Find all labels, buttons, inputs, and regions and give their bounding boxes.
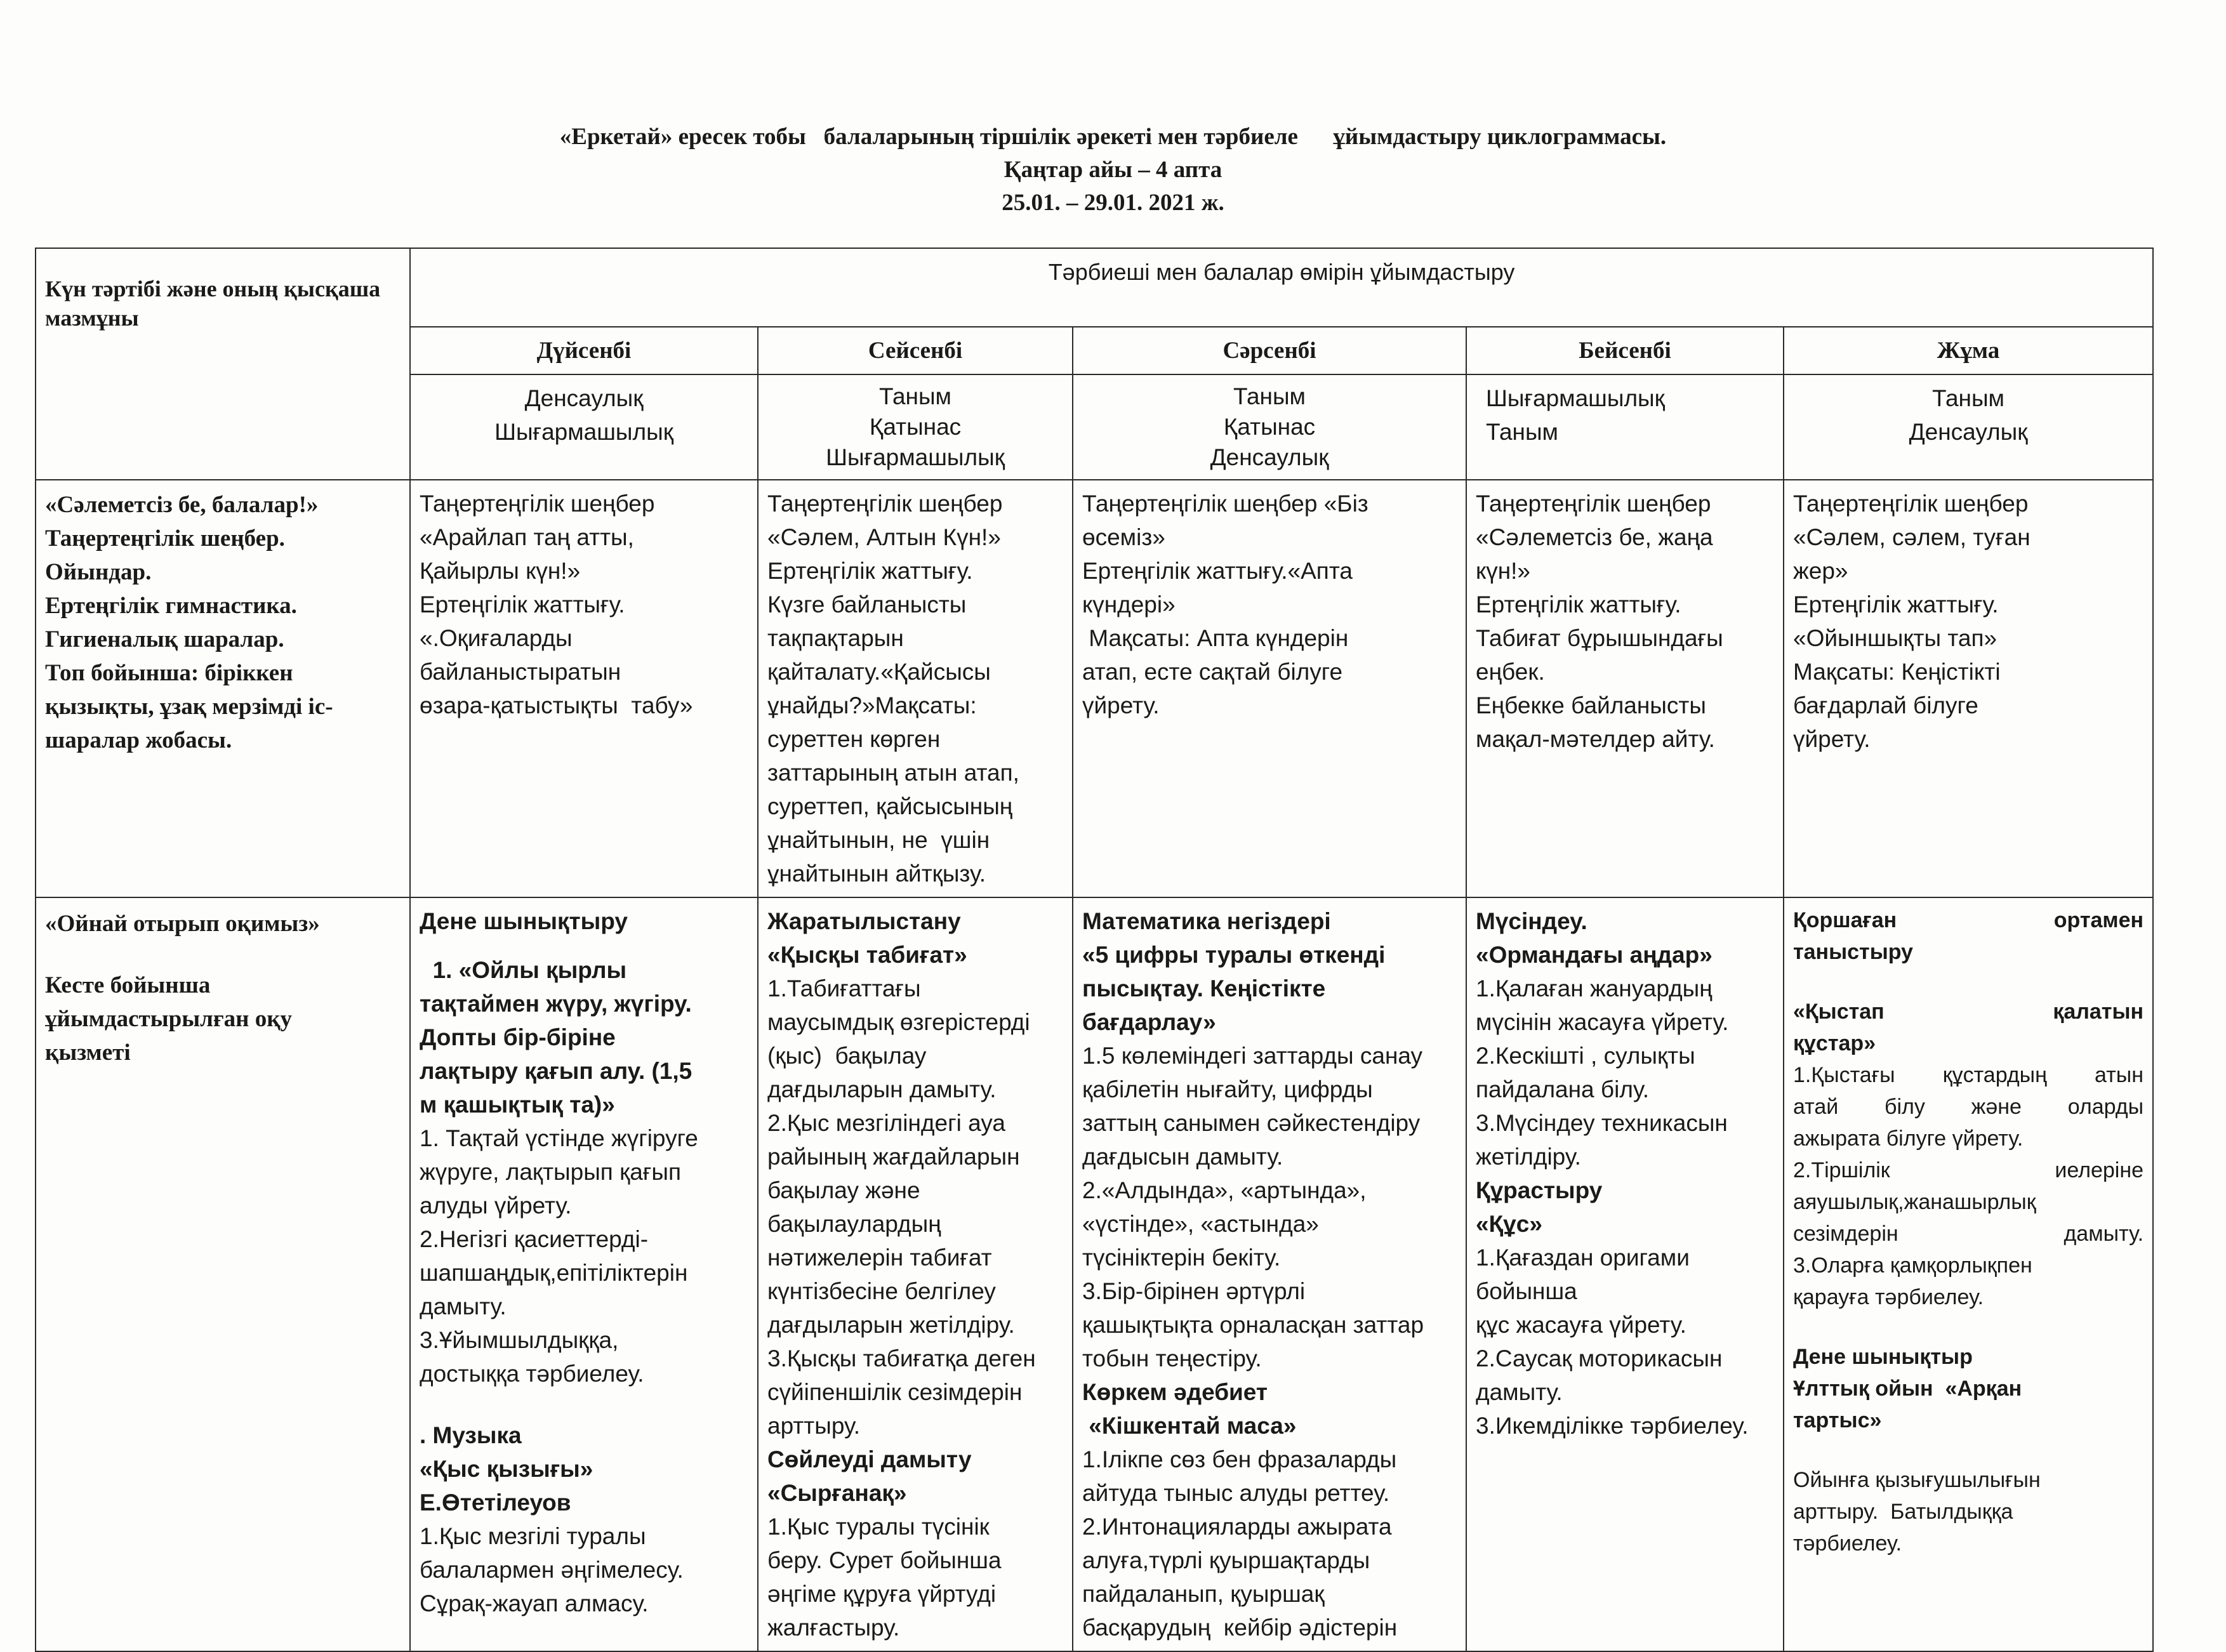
lesson-text-line: дағдыларын жетілдіру. (767, 1312, 1015, 1338)
area-label: Қатынас (1223, 414, 1316, 440)
text-line: Еңбекке байланысты (1476, 692, 1706, 718)
text-line: Ертеңгілік жаттығу. (1793, 591, 1999, 618)
text-line: Таңертеңгілік шеңбер (1793, 491, 2029, 517)
lesson-topic-line: Допты бір-біріне (420, 1024, 616, 1050)
document-title: «Еркетай» ересек тобы балаларының тіршілік әрекеті мен тәрбиеле ұйымдастыру циклограммасы. (559, 124, 1667, 150)
area-label: Денсаулық (1909, 419, 2028, 445)
lesson-text-line: 2.Тіршілік иелеріне (1793, 1158, 2144, 1182)
lesson-title: пысықтау. Кеңістікте (1082, 975, 1326, 1001)
text-line: үйрету. (1082, 692, 1160, 718)
lesson-topic-line: 1. «Ойлы қырлы (420, 957, 627, 983)
lesson-text-line: пайдаланып, қуыршақ (1082, 1581, 1325, 1607)
lesson-text-line: беру. Сурет бойынша (767, 1547, 1002, 1573)
lesson-text-line: 1.Табиғаттағы (767, 975, 921, 1001)
lesson-title: Мүсіндеу. (1476, 908, 1587, 934)
text-line: атап, есте сақтай білуге (1082, 659, 1343, 685)
text-line: Ертеңгілік жаттығу. (420, 591, 625, 618)
lessons-monday (410, 897, 758, 1651)
text-line: Күзге байланысты (767, 591, 967, 618)
lesson-text-line: 1.Ілікпе сөз бен фразаларды (1082, 1446, 1397, 1472)
lesson-text-line: сезімдерін дамыту. (1793, 1222, 2144, 1246)
routine-line: Таңертеңгілік шеңбер. (45, 525, 285, 552)
day-header-monday: Дүйсенбі (410, 327, 758, 374)
areas-wednesday (1073, 374, 1466, 480)
lesson-title: «5 цифры туралы өткенді (1082, 942, 1386, 968)
text-line: «Сәлем, сәлем, туған (1793, 524, 2031, 550)
lesson-text-line: күнтізбесіне белгілеу (767, 1278, 996, 1304)
lesson-text-line: бойынша (1476, 1278, 1577, 1304)
text-line: Мақсаты: Апта күндерін (1082, 625, 1349, 651)
day-header-thursday: Бейсенбі (1466, 327, 1784, 374)
lesson-title: Дене шынықтыру (420, 908, 628, 934)
morning-wednesday (1073, 480, 1466, 897)
lesson-text-line: 1.Қағаздан оригами (1476, 1245, 1690, 1271)
text-line: Мақсаты: Кеңістікті (1793, 659, 2001, 685)
lesson-text-line: 2.«Алдында», «артында», (1082, 1177, 1367, 1203)
lesson-title: Көркем әдебиет (1082, 1379, 1268, 1405)
lesson-title: Ұлттық ойын «Арқан (1793, 1377, 2022, 1401)
lessons-friday (1784, 897, 2153, 1651)
text-line: «Ойыншықты тап» (1793, 625, 1997, 651)
lesson-title: «Кішкентай маса» (1082, 1413, 1297, 1439)
morning-monday (410, 480, 758, 897)
area-label: Таным (1486, 419, 1558, 445)
lesson-text-line: «үстінде», «астында» (1082, 1211, 1319, 1237)
cyclogram-table (35, 248, 2154, 1652)
lesson-title: бағдарлау» (1082, 1009, 1216, 1035)
lesson-title: Математика негіздері (1082, 908, 1331, 934)
lesson-text-line: дағдысын дамыту. (1082, 1144, 1283, 1170)
document-subtitle-month: Қаңтар айы – 4 апта (1004, 157, 1222, 183)
text-line: суреттеп, қайсысының (767, 793, 1013, 819)
lesson-text-line: аяушылық,жанашырлық (1793, 1190, 2036, 1214)
lesson-text-line: қабілетін нығайту, цифрды (1082, 1076, 1373, 1102)
lesson-text-line: шапшаңдық,епітіліктерін (420, 1260, 688, 1286)
document-header (0, 121, 2226, 220)
areas-friday (1784, 374, 2153, 480)
lesson-text-line: айтуда тыныс алуды реттеу. (1082, 1480, 1390, 1506)
lesson-text-line: (қыс) бақылау (767, 1043, 927, 1069)
text-line: Ертеңгілік жаттығу.«Апта (1082, 558, 1353, 584)
lesson-music-line: Е.Өтетілеуов (420, 1490, 571, 1516)
top-header-cell (410, 248, 2153, 327)
area-label: Таным (1233, 383, 1306, 409)
lesson-text-line: арттыру. Батылдыққа (1793, 1500, 2013, 1524)
lessons-tuesday (758, 897, 1073, 1651)
morning-routine-label (36, 480, 410, 897)
lesson-text-line: 2.Кескішті , сулықты (1476, 1043, 1695, 1069)
text-line: Ертеңгілік жаттығу. (767, 558, 973, 584)
lesson-topic-line: тақтаймен жүру, жүгіру. (420, 991, 692, 1017)
lesson-music-line: «Қыс қызығы» (420, 1456, 593, 1482)
text-line: қайталату.«Қайсысы (767, 659, 991, 685)
lesson-text-line: 3.Бір-бірінен әртүрлі (1082, 1278, 1306, 1304)
lesson-text-line: заттың санымен сәйкестендіру (1082, 1110, 1421, 1136)
areas-tuesday (758, 374, 1073, 480)
lesson-text-line: райының жағдайларын (767, 1144, 1020, 1170)
lesson-title: Құрастыру (1476, 1177, 1603, 1203)
routine-line: Ойындар. (45, 559, 152, 585)
lesson-text-line: Ойынға қызығушылығын (1793, 1468, 2041, 1492)
routine-line: «Сәлеметсіз бе, балалар!» (45, 492, 319, 518)
lesson-title: «Қысқы табиғат» (767, 942, 967, 968)
lesson-text-line: 1.Қыс мезгілі туралы (420, 1523, 646, 1549)
text-line: ұнайды?»Мақсаты: (767, 692, 977, 718)
text-line: тақпақтарын (767, 625, 904, 651)
lesson-text-line: 2.Интонацияларды ажырата (1082, 1514, 1392, 1540)
area-label: Шығармашылық (826, 444, 1005, 470)
area-label: Қатынас (869, 414, 962, 440)
top-header-text: Тәрбиеші мен балалар өмірін ұйымдастыру (1048, 259, 1515, 285)
lesson-text-line: қарауға тәрбиелеу. (1793, 1285, 1984, 1309)
lesson-text-line: бақылау және (767, 1177, 920, 1203)
text-line: суреттен көрген (767, 726, 941, 752)
lesson-topic-line: м қашықтық та)» (420, 1092, 615, 1118)
text-line: «Арайлап таң атты, (420, 524, 634, 550)
text-line: Таңертеңгілік шеңбер «Біз (1082, 491, 1368, 517)
text-line: заттарының атын атап, (767, 760, 1019, 786)
text-line: Ертеңгілік жаттығу. (1476, 591, 1681, 618)
text-line: байланыстыратын (420, 659, 621, 685)
lessons-wednesday (1073, 897, 1466, 1651)
lessons-label-line: ұйымдастырылған оқу (45, 1006, 293, 1032)
lesson-title: Жаратылыстану (767, 908, 961, 934)
lesson-text-line: 3.Қысқы табиғатқа деген (767, 1345, 1036, 1371)
area-label: Денсаулық (524, 385, 644, 411)
lesson-text-line: 3.Оларға қамқорлықпен (1793, 1253, 2032, 1278)
lesson-text-line: түсініктерін бекіту. (1082, 1245, 1281, 1271)
text-line: Таңертеңгілік шеңбер (1476, 491, 1711, 517)
text-line: өсеміз» (1082, 524, 1165, 550)
lesson-text-line: маусымдық өзгерістерді (767, 1009, 1030, 1035)
text-line: бағдарлай білуге (1793, 692, 1978, 718)
area-label: Шығармашылық (494, 419, 673, 445)
lesson-topic-line: лақтыру қағып алу. (1,5 (420, 1058, 692, 1084)
lessons-label-title: «Ойнай отырып оқимыз» (45, 911, 320, 937)
text-line: күн!» (1476, 558, 1530, 584)
area-label: Денсаулық (1210, 444, 1329, 470)
morning-thursday (1466, 480, 1784, 897)
text-line: «Сәлем, Алтын Күн!» (767, 524, 1001, 550)
lesson-text-line: дамыту. (1476, 1379, 1563, 1405)
area-label: Таным (1932, 385, 2004, 411)
lesson-text-line: балалармен әңгімелесу. (420, 1557, 684, 1583)
day-header-friday: Жұма (1784, 327, 2153, 374)
routine-line: шаралар жобасы. (45, 727, 232, 753)
day-header-tuesday: Сейсенбі (758, 327, 1073, 374)
lesson-text-line: 1.5 көлеміндегі заттарды санау (1082, 1043, 1423, 1069)
text-line: жер» (1793, 558, 1848, 584)
lesson-text-line: дағдыларын дамыту. (767, 1076, 997, 1102)
lesson-text-line: жүруге, лақтырып қағып (420, 1159, 682, 1185)
lesson-title: Дене шынықтыр (1793, 1345, 1973, 1369)
text-line: өзара-қатыстықты табу» (420, 692, 693, 718)
lesson-text-line: бақылаулардың (767, 1211, 941, 1237)
corner-header-cell (36, 248, 410, 480)
lesson-text-line: алуды үйрету. (420, 1193, 572, 1219)
lesson-text-line: 3.Мүсіндеу техникасын (1476, 1110, 1728, 1136)
routine-line: Ертеңгілік гимнастика. (45, 593, 297, 619)
lessons-label (36, 897, 410, 1651)
text-line: Қайырлы күн!» (420, 558, 581, 584)
lesson-text-line: пайдалана білу. (1476, 1076, 1649, 1102)
lesson-text-line: 2.Негізгі қасиеттерді- (420, 1226, 649, 1252)
lessons-thursday (1466, 897, 1784, 1651)
lesson-text-line: мүсінін жасауға үйрету. (1476, 1009, 1729, 1035)
lesson-text-line: арттыру. (767, 1413, 861, 1439)
text-line: еңбек. (1476, 659, 1545, 685)
lesson-text-line: әңгіме құруға үйртуді (767, 1581, 997, 1607)
lesson-topic-line: құстар» (1793, 1031, 1876, 1055)
lesson-text-line: дамыту. (420, 1293, 507, 1319)
lesson-title: таныстыру (1793, 940, 1913, 964)
routine-line: Топ бойынша: біріккен (45, 660, 293, 686)
lesson-music-line: . Музыка (420, 1422, 522, 1448)
lesson-title: Қоршаған ортамен (1793, 908, 2144, 932)
lesson-text-line: алуға,түрлі қуыршақтарды (1082, 1547, 1370, 1573)
lesson-text-line: сүйіпеншілік сезімдерін (767, 1379, 1023, 1405)
text-line: үйрету. (1793, 726, 1871, 752)
lesson-text-line: достыққа тәрбиелеу. (420, 1361, 644, 1387)
lesson-title: Сөйлеуді дамыту (767, 1446, 972, 1472)
text-line: мақал-мәтелдер айту. (1476, 726, 1715, 752)
lesson-text-line: 1.Қыс туралы түсінік (767, 1514, 990, 1540)
routine-line: Гигиеналық шаралар. (45, 626, 284, 652)
lesson-text-line: 1.Қалаған жануардың (1476, 975, 1713, 1001)
areas-monday (410, 374, 758, 480)
lesson-title: «Сырғанақ» (767, 1480, 907, 1506)
routine-line: қызықты, ұзақ мерзімді іс- (45, 694, 333, 720)
text-line: ұнайтынын айтқызу. (767, 861, 986, 887)
lesson-text-line: жалғастыру. (767, 1615, 900, 1641)
area-label: Таным (879, 383, 951, 409)
lesson-text-line: басқарудың кейбір әдістерін (1082, 1615, 1398, 1641)
lessons-label-line: Кесте бойынша (45, 972, 211, 998)
corner-header-text: Күн тәртібі және оның қысқаша мазмұны (45, 276, 381, 331)
text-line: күндері» (1082, 591, 1176, 618)
text-line: Таңертеңгілік шеңбер (767, 491, 1003, 517)
lesson-text-line: нәтижелерін табиғат (767, 1245, 992, 1271)
text-line: «Сәлеметсіз бе, жаңа (1476, 524, 1713, 550)
lesson-text-line: қашықтықта орналасқан заттар (1082, 1312, 1424, 1338)
areas-thursday (1466, 374, 1784, 480)
lesson-text-line: құс жасауға үйрету. (1476, 1312, 1686, 1338)
lesson-text-line: тобын теңестіру. (1082, 1345, 1262, 1371)
lesson-title: «Құс» (1476, 1211, 1542, 1237)
area-label: Шығармашылық (1486, 385, 1665, 411)
lesson-text-line: 1.Қыстағы құстардың атын (1793, 1063, 2144, 1087)
lesson-text-line: 3.Ұйымшылдыққа, (420, 1327, 619, 1353)
morning-friday (1784, 480, 2153, 897)
lesson-text-line: атай білу және оларды (1793, 1095, 2144, 1119)
lessons-label-line: қызметі (45, 1040, 131, 1066)
document-subtitle-dates: 25.01. – 29.01. 2021 ж. (1002, 190, 1224, 216)
lesson-text-line: ажырата білуге үйрету. (1793, 1127, 2024, 1151)
morning-tuesday (758, 480, 1073, 897)
lesson-text-line: 2.Саусақ моторикасын (1476, 1345, 1723, 1371)
text-line: Табиғат бұрышындағы (1476, 625, 1723, 651)
lesson-text-line: 3.Икемділікке тәрбиелеу. (1476, 1413, 1749, 1439)
lesson-text-line: 2.Қыс мезгіліндегі ауа (767, 1110, 1005, 1136)
day-header-wednesday: Сәрсенбі (1073, 327, 1466, 374)
text-line: ұнайтынын, не үшін (767, 827, 990, 853)
lesson-text-line: 1. Тақтай үстінде жүгіруге (420, 1125, 698, 1151)
text-line: Таңертеңгілік шеңбер (420, 491, 655, 517)
text-line: «.Оқиғаларды (420, 625, 573, 651)
lesson-text-line: тәрбиелеу. (1793, 1531, 1902, 1556)
lesson-title: тартыс» (1793, 1408, 1882, 1432)
lesson-title: «Ормандағы аңдар» (1476, 942, 1713, 968)
lesson-text-line: жетілдіру. (1476, 1144, 1581, 1170)
lesson-text-line: Сұрақ-жауап алмасу. (420, 1590, 649, 1616)
lesson-topic-line: «Қыстап қалатын (1793, 1000, 2144, 1024)
